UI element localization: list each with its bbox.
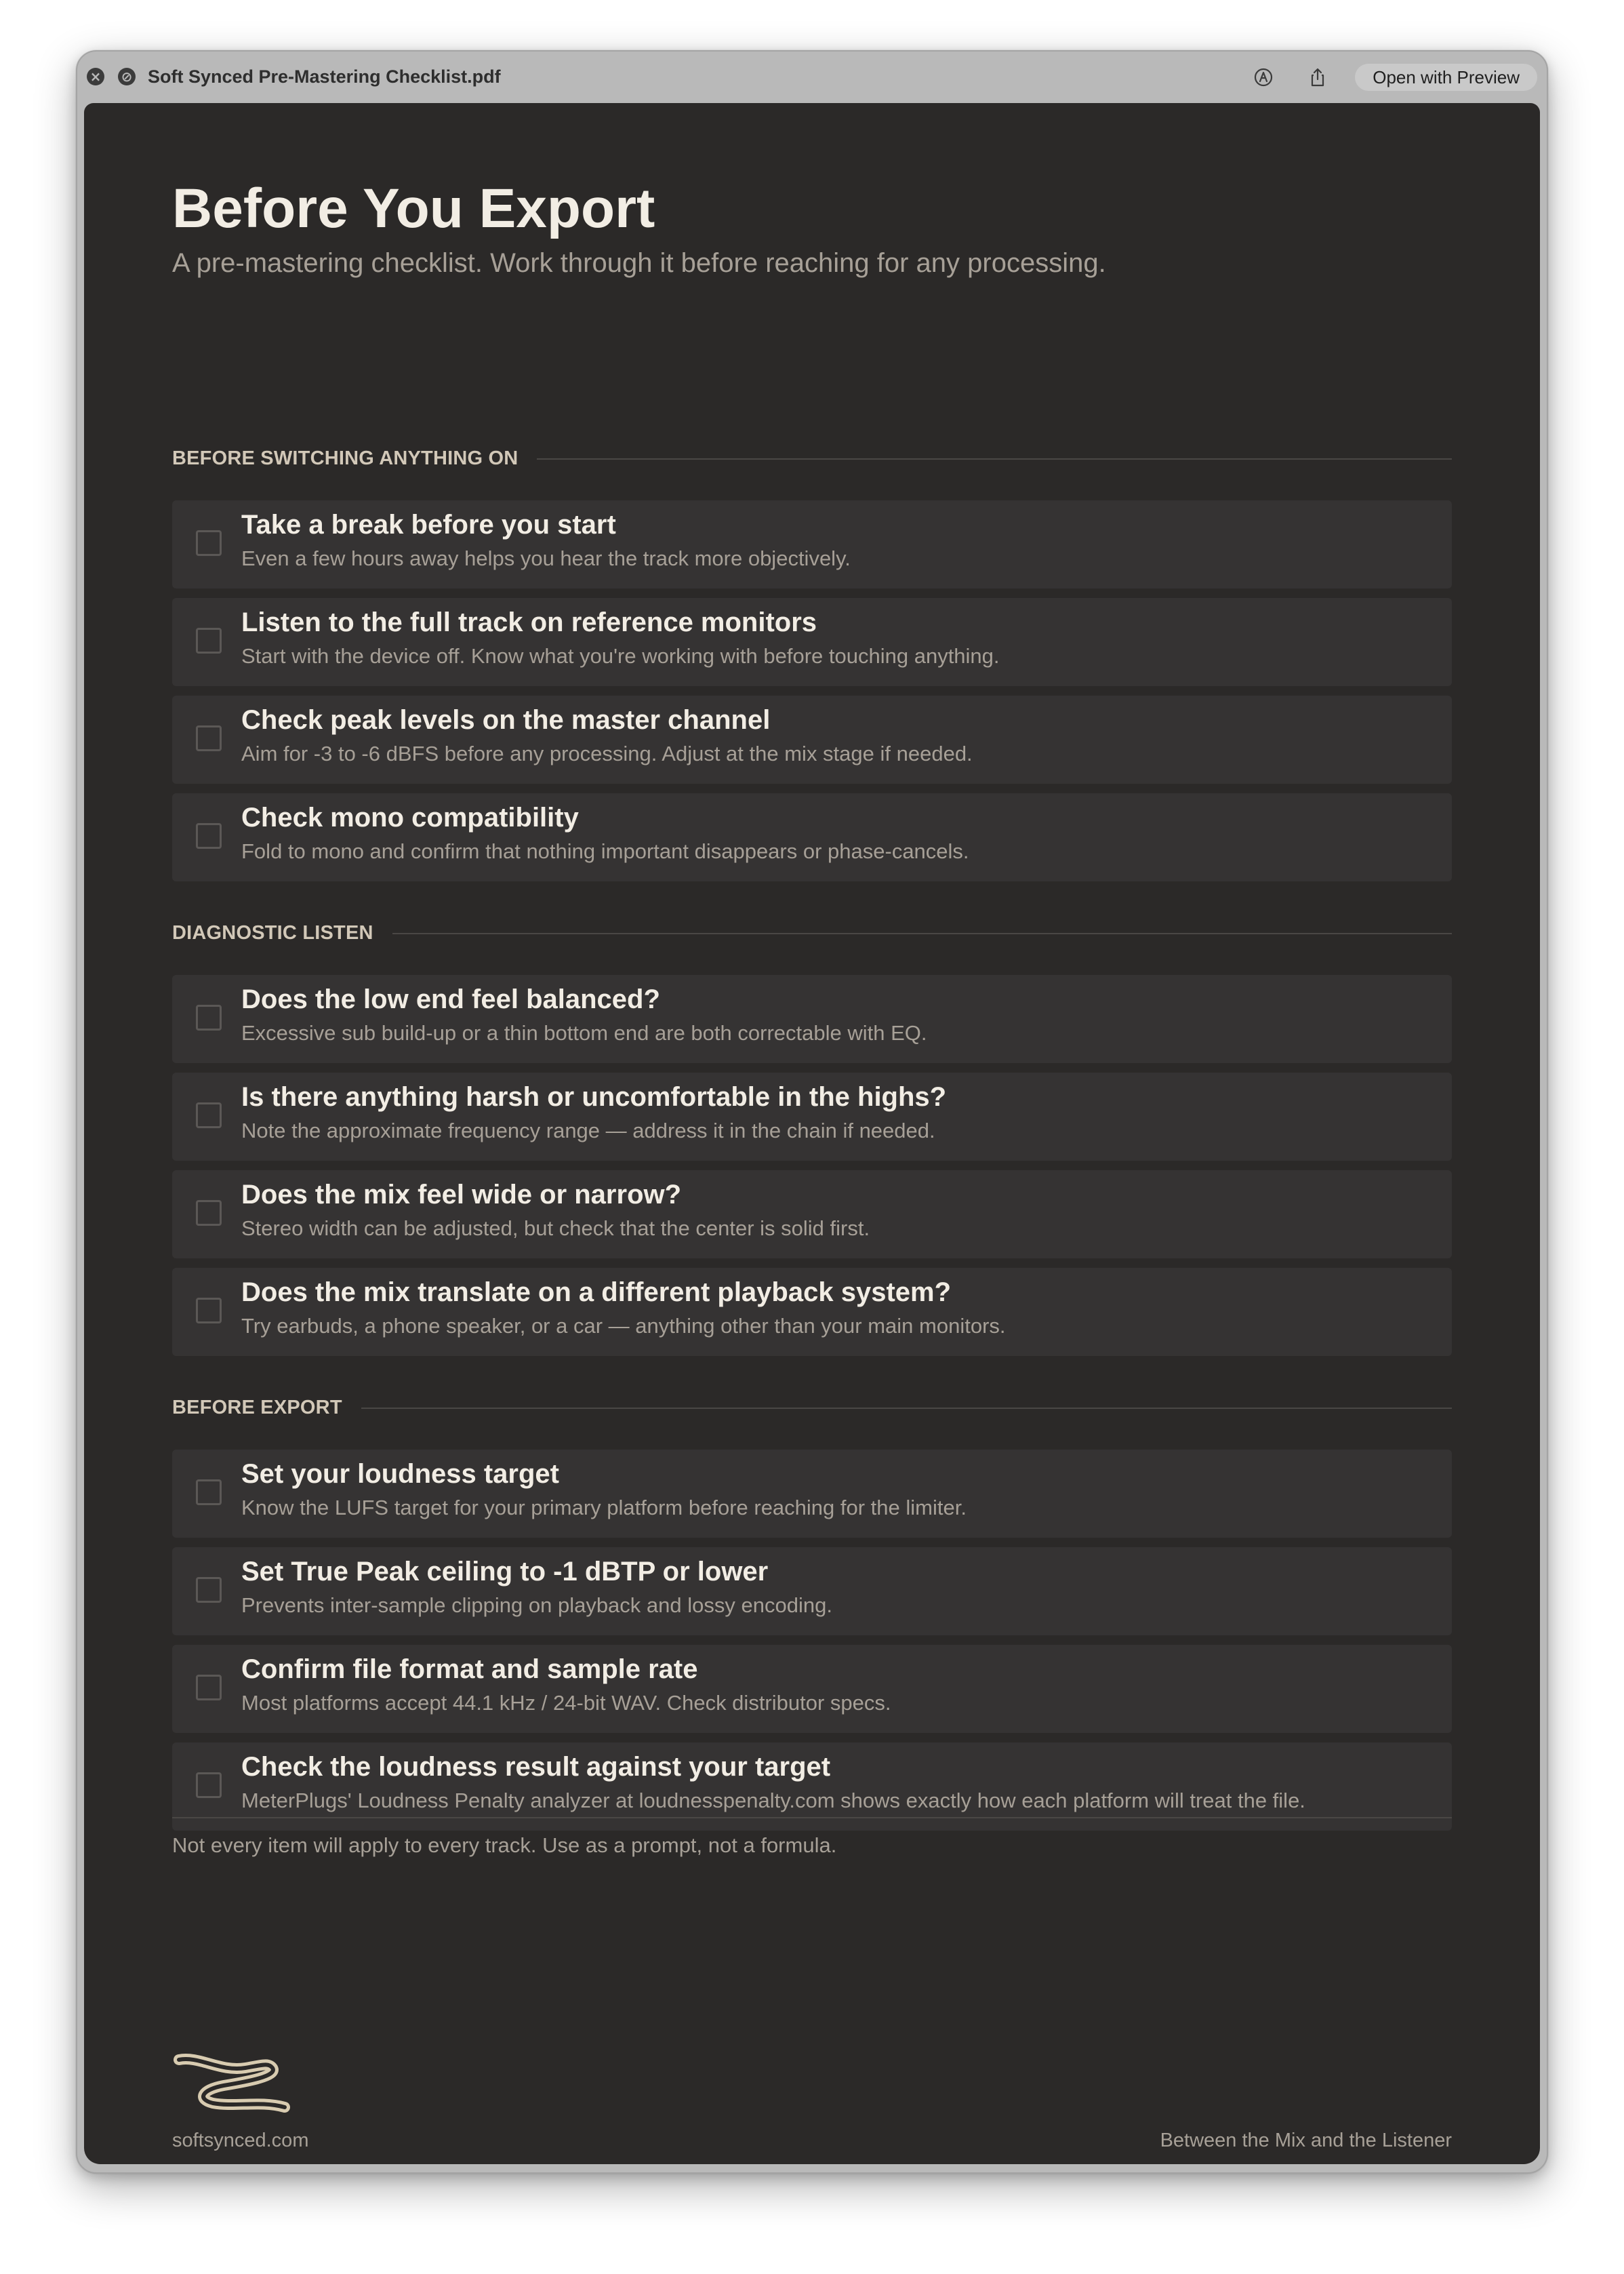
checkbox[interactable] bbox=[196, 1200, 222, 1226]
pdf-page bbox=[84, 103, 1540, 2164]
checklist-item[interactable] bbox=[172, 975, 1452, 1063]
block-icon[interactable]: ⊘ bbox=[118, 68, 136, 85]
checkbox[interactable] bbox=[196, 1005, 222, 1031]
footer-site: softsynced.com bbox=[172, 2130, 309, 2151]
item-title: Check mono compatibility bbox=[241, 803, 579, 833]
markup-icon[interactable] bbox=[1253, 66, 1274, 88]
section-divider bbox=[172, 1408, 1452, 1409]
checklist-item[interactable] bbox=[172, 696, 1452, 784]
checklist-item[interactable] bbox=[172, 1268, 1452, 1356]
footer-tagline: Between the Mix and the Listener bbox=[1160, 2130, 1452, 2151]
item-description: MeterPlugs' Loudness Penalty analyzer at loudnesspenalty.com shows exactly how each platform will treat the file. bbox=[241, 1789, 1305, 1812]
item-description: Start with the device off. Know what you're working with before touching anything. bbox=[241, 644, 1000, 668]
item-description: Most platforms accept 44.1 kHz / 24-bit WAV. Check distributor specs. bbox=[241, 1691, 891, 1715]
item-title: Does the mix translate on a different playback system? bbox=[241, 1277, 952, 1307]
item-description: Fold to mono and confirm that nothing important disappears or phase-cancels. bbox=[241, 839, 969, 863]
checkbox[interactable] bbox=[196, 1675, 222, 1700]
checklist-item[interactable] bbox=[172, 1450, 1452, 1538]
item-title: Does the low end feel balanced? bbox=[241, 984, 660, 1014]
section-label: DIAGNOSTIC LISTEN bbox=[172, 919, 392, 946]
checklist-item[interactable] bbox=[172, 1073, 1452, 1161]
item-title: Check the loudness result against your target bbox=[241, 1752, 831, 1782]
page-subtitle: A pre-mastering checklist. Work through it before reaching for any processing. bbox=[172, 248, 1106, 278]
footer-divider bbox=[172, 1817, 1452, 1818]
item-title: Confirm file format and sample rate bbox=[241, 1654, 698, 1684]
checklist-item[interactable] bbox=[172, 1645, 1452, 1733]
checklist-item[interactable] bbox=[172, 1547, 1452, 1635]
checkbox[interactable] bbox=[196, 1298, 222, 1323]
checklist-item[interactable] bbox=[172, 598, 1452, 686]
item-description: Prevents inter-sample clipping on playback and lossy encoding. bbox=[241, 1593, 832, 1617]
item-title: Listen to the full track on reference monitors bbox=[241, 607, 817, 637]
title-bar bbox=[77, 52, 1547, 103]
item-title: Does the mix feel wide or narrow? bbox=[241, 1180, 682, 1210]
checkbox[interactable] bbox=[196, 1772, 222, 1798]
softsynced-logo-icon bbox=[172, 2053, 291, 2114]
close-icon[interactable]: × bbox=[87, 68, 104, 85]
document-title: Soft Synced Pre-Mastering Checklist.pdf bbox=[148, 66, 501, 87]
item-description: Stereo width can be adjusted, but check that the center is solid first. bbox=[241, 1216, 870, 1240]
item-description: Know the LUFS target for your primary platform before reaching for the limiter. bbox=[241, 1496, 967, 1519]
pdf-quicklook-window bbox=[76, 50, 1548, 2174]
item-title: Set True Peak ceiling to -1 dBTP or lower bbox=[241, 1557, 769, 1587]
section-heading bbox=[172, 445, 1452, 472]
checklist-item[interactable] bbox=[172, 793, 1452, 881]
item-description: Try earbuds, a phone speaker, or a car — anything other than your main monitors. bbox=[241, 1314, 1006, 1338]
checkbox[interactable] bbox=[196, 725, 222, 751]
checkbox[interactable] bbox=[196, 823, 222, 849]
open-with-preview-button[interactable]: Open with Preview bbox=[1355, 64, 1537, 91]
item-description: Aim for -3 to -6 dBFS before any processing. Adjust at the mix stage if needed. bbox=[241, 742, 973, 765]
item-description: Excessive sub build-up or a thin bottom end are both correctable with EQ. bbox=[241, 1021, 927, 1045]
section-heading bbox=[172, 919, 1452, 946]
section-label: BEFORE SWITCHING ANYTHING ON bbox=[172, 445, 537, 472]
checkbox[interactable] bbox=[196, 1479, 222, 1505]
checklist-item[interactable] bbox=[172, 500, 1452, 589]
item-description: Even a few hours away helps you hear the track more objectively. bbox=[241, 546, 851, 570]
page-title: Before You Export bbox=[172, 178, 655, 239]
item-description: Note the approximate frequency range — address it in the chain if needed. bbox=[241, 1119, 935, 1142]
checkbox[interactable] bbox=[196, 1102, 222, 1128]
section-heading bbox=[172, 1394, 1452, 1421]
item-title: Set your loudness target bbox=[241, 1459, 559, 1489]
checkbox[interactable] bbox=[196, 530, 222, 556]
item-title: Check peak levels on the master channel bbox=[241, 705, 771, 735]
section-label: BEFORE EXPORT bbox=[172, 1394, 361, 1421]
checkbox[interactable] bbox=[196, 628, 222, 654]
share-icon[interactable] bbox=[1307, 66, 1328, 88]
checklist-item[interactable] bbox=[172, 1170, 1452, 1258]
item-title: Is there anything harsh or uncomfortable in the highs? bbox=[241, 1082, 947, 1112]
item-title: Take a break before you start bbox=[241, 510, 616, 540]
footnote: Not every item will apply to every track. Use as a prompt, not a formula. bbox=[172, 1833, 837, 1857]
checkbox[interactable] bbox=[196, 1577, 222, 1603]
